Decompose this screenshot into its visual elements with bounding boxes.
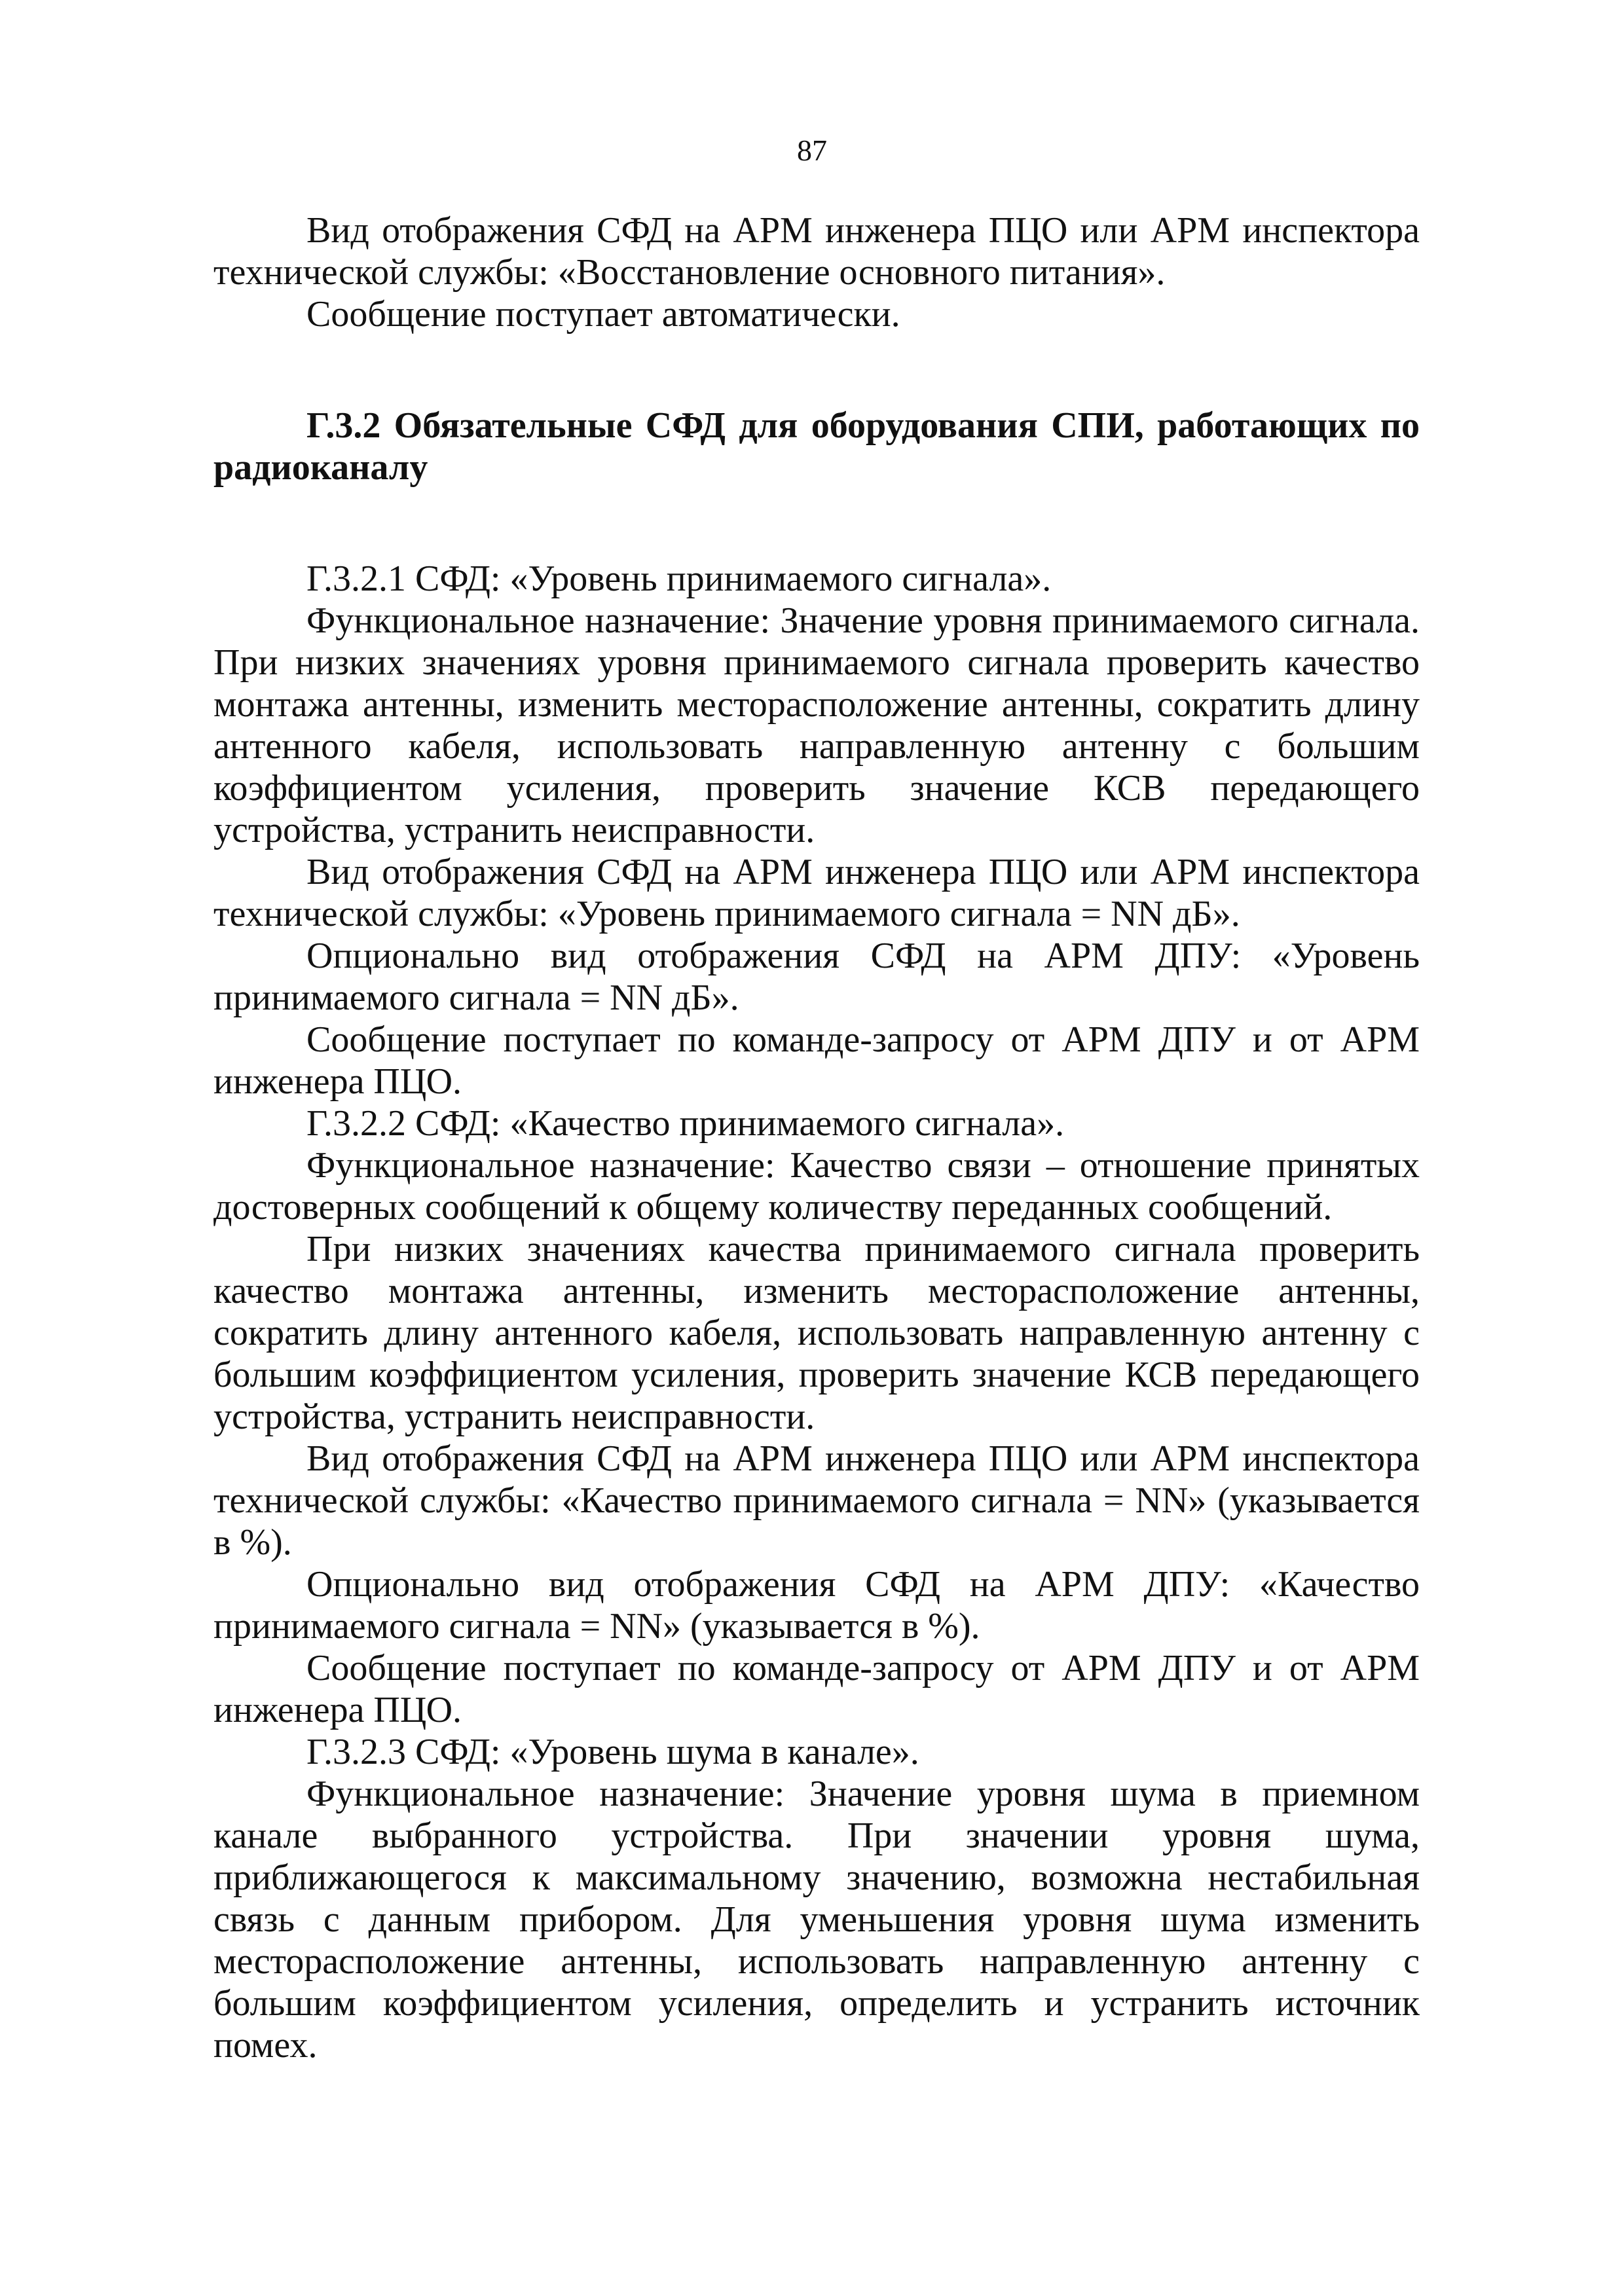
- paragraph: Сообщение поступает автоматически.: [306, 294, 900, 335]
- paragraph: Вид отображения СФД на АРМ инженера ПЦО или АРМ инспектора технической службы: «Уровень принимаемого сигнала = NN дБ».: [213, 852, 1420, 934]
- paragraph: При низких значениях качества принимаемого сигнала проверить качество монтажа антенны, изменить месторасположение антенны, сократить длину антенного кабеля, использовать направленную антенну с большим коэффициентом усиления, проверить значение КСВ передающего устройства, устранить неисправности.: [213, 1229, 1420, 1437]
- paragraph: Сообщение поступает по команде-запросу от АРМ ДПУ и от АРМ инженера ПЦО.: [213, 1019, 1420, 1102]
- paragraph: Сообщение поступает по команде-запросу от АРМ ДПУ и от АРМ инженера ПЦО.: [213, 1648, 1420, 1730]
- paragraph: Функциональное назначение: Значение уровня принимаемого сигнала. При низких значениях уровня принимаемого сигнала проверить качество монтажа антенны, изменить месторасположение антенны, сократить длину антенного кабеля, использовать направленную антенну с большим коэффициентом усиления, проверить значение КСВ передающего устройства, устранить неисправности.: [213, 600, 1420, 850]
- paragraph: Вид отображения СФД на АРМ инженера ПЦО или АРМ инспектора технической службы: «Качество принимаемого сигнала = NN» (указывается в %).: [213, 1438, 1420, 1563]
- document-body: [213, 210, 1420, 2066]
- paragraph: Опционально вид отображения СФД на АРМ ДПУ: «Качество принимаемого сигнала = NN» (указывается в %).: [213, 1564, 1420, 1647]
- page-number: 87: [797, 134, 827, 167]
- paragraph: Функциональное назначение: Качество связи – отношение принятых достоверных сообщений к общему количеству переданных сообщений.: [213, 1145, 1420, 1228]
- subsection-title: Г.3.2.2 СФД: «Качество принимаемого сигнала».: [306, 1103, 1065, 1144]
- paragraph: Функциональное назначение: Значение уровня шума в приемном канале выбранного устройства. При значении уровня шума, приближающегося к максимальному значению, возможна нестабильная связь с данным прибором. Для уменьшения уровня шума изменить месторасположение антенны, использовать направленную антенну с большим коэффициентом усиления, определить и устранить источник помех.: [213, 1774, 1420, 2066]
- paragraph: Опционально вид отображения СФД на АРМ ДПУ: «Уровень принимаемого сигнала = NN дБ».: [213, 936, 1420, 1018]
- paragraph: Вид отображения СФД на АРМ инженера ПЦО или АРМ инспектора технической службы: «Восстановление основного питания».: [213, 210, 1420, 293]
- subsection-title: Г.3.2.3 СФД: «Уровень шума в канале».: [306, 1732, 919, 1772]
- subsection-title: Г.3.2.1 СФД: «Уровень принимаемого сигнала».: [306, 558, 1052, 599]
- spacer: [213, 488, 1420, 558]
- section-heading: Г.3.2 Обязательные СФД для оборудования СПИ, работающих по радиоканалу: [213, 405, 1420, 488]
